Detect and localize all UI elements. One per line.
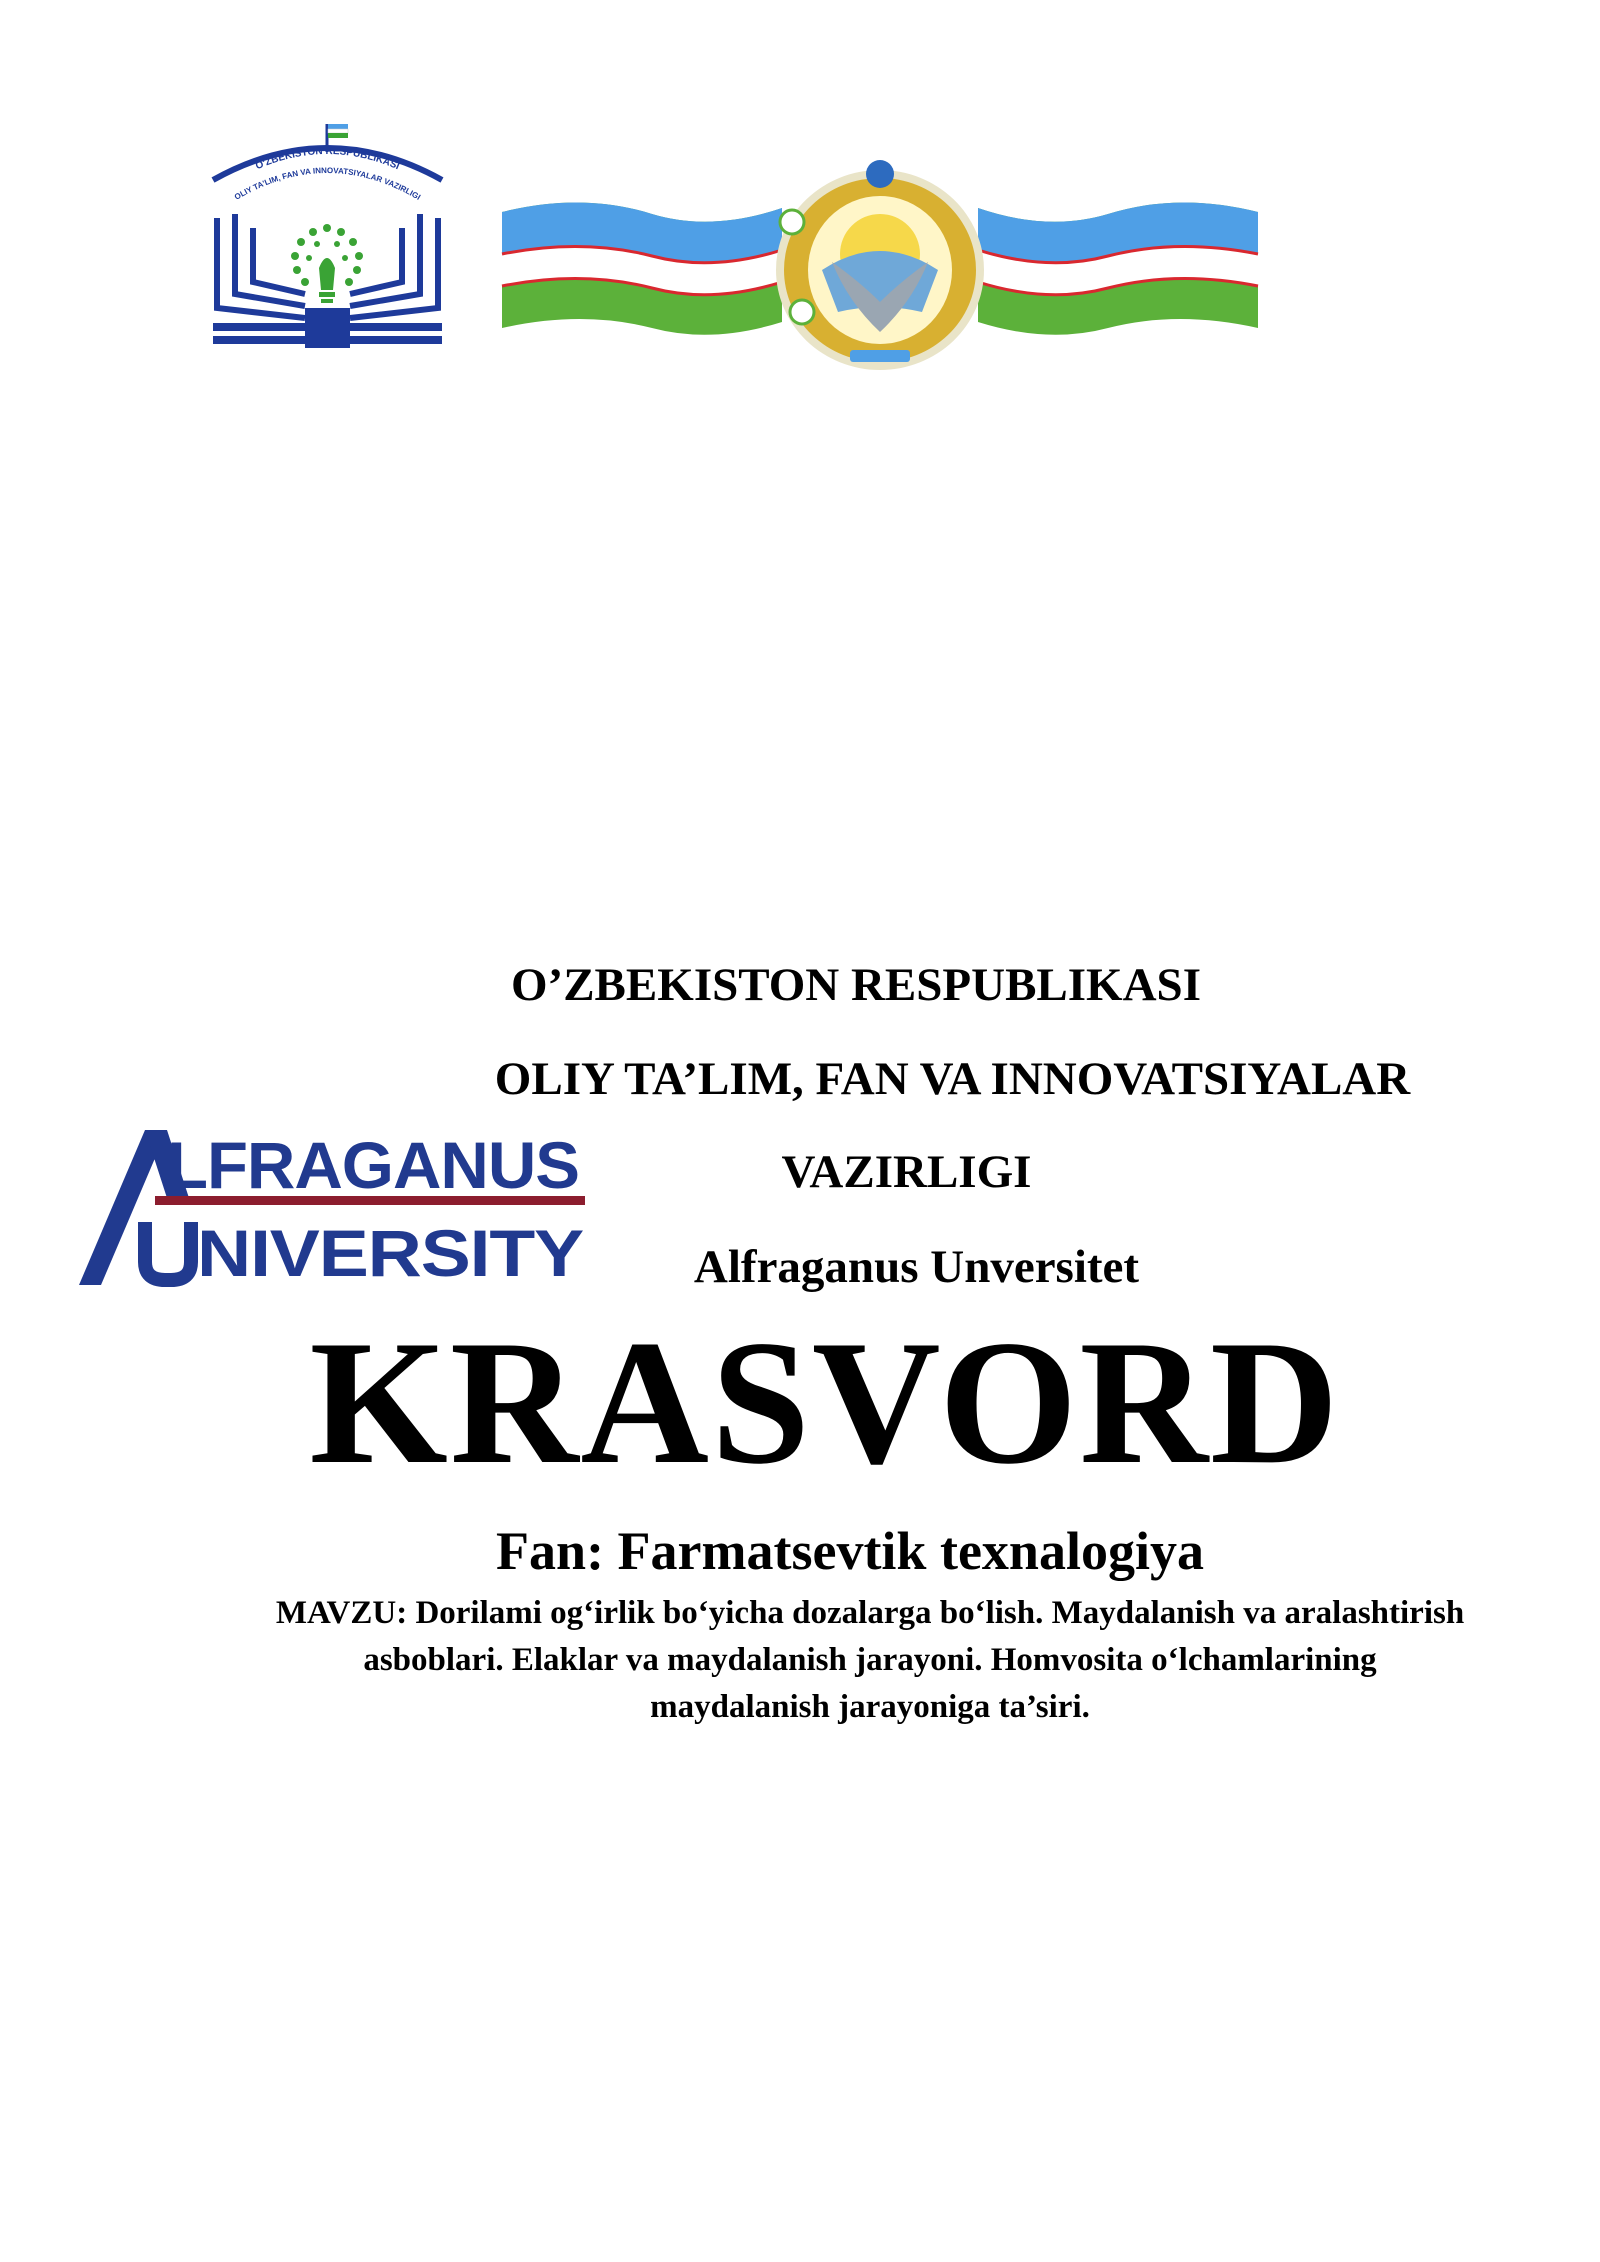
heading-line-2: OLIY TA’LIM, FAN VA INNOVATSIYALAR bbox=[494, 1053, 1411, 1105]
heading-line-1: O’ZBEKISTON RESPUBLIKASI bbox=[511, 959, 1201, 1011]
ministry-emblem-icon bbox=[205, 118, 450, 354]
page-title: KRASVORD bbox=[309, 1303, 1341, 1501]
ministry-logo bbox=[205, 118, 450, 354]
svg-text:NIVERSITY: NIVERSITY bbox=[197, 1216, 583, 1290]
svg-text:O'ZBEKISTON RESPUBLIKASI: O'ZBEKISTON RESPUBLIKASI bbox=[254, 145, 401, 173]
uzbekistan-flag-coat-of-arms-icon bbox=[492, 152, 1268, 372]
topic-paragraph: MAVZU: Dorilami og‘irlik bo‘yicha dozalarga bo‘lish. Maydalanish va aralashtirish asboblari. Elaklar va maydalanish jarayoni. Homvosita o‘lchamlarining maydalanish jarayoniga ta’siri. bbox=[275, 1595, 1465, 1725]
subject-line: Fan: Farmatsevtik texnalogiya bbox=[496, 1521, 1204, 1581]
heading-line-3: VAZIRLIGI bbox=[781, 1146, 1032, 1198]
university-name: Alfraganus Unversitet bbox=[693, 1241, 1140, 1293]
svg-text:LFRAGANUS: LFRAGANUS bbox=[167, 1130, 579, 1202]
svg-text:OLIY TA'LIM, FAN VA INNOVATSIY: OLIY TA'LIM, FAN VA INNOVATSIYALAR VAZIRLIGI bbox=[232, 165, 423, 202]
flag-banner bbox=[492, 152, 1268, 372]
